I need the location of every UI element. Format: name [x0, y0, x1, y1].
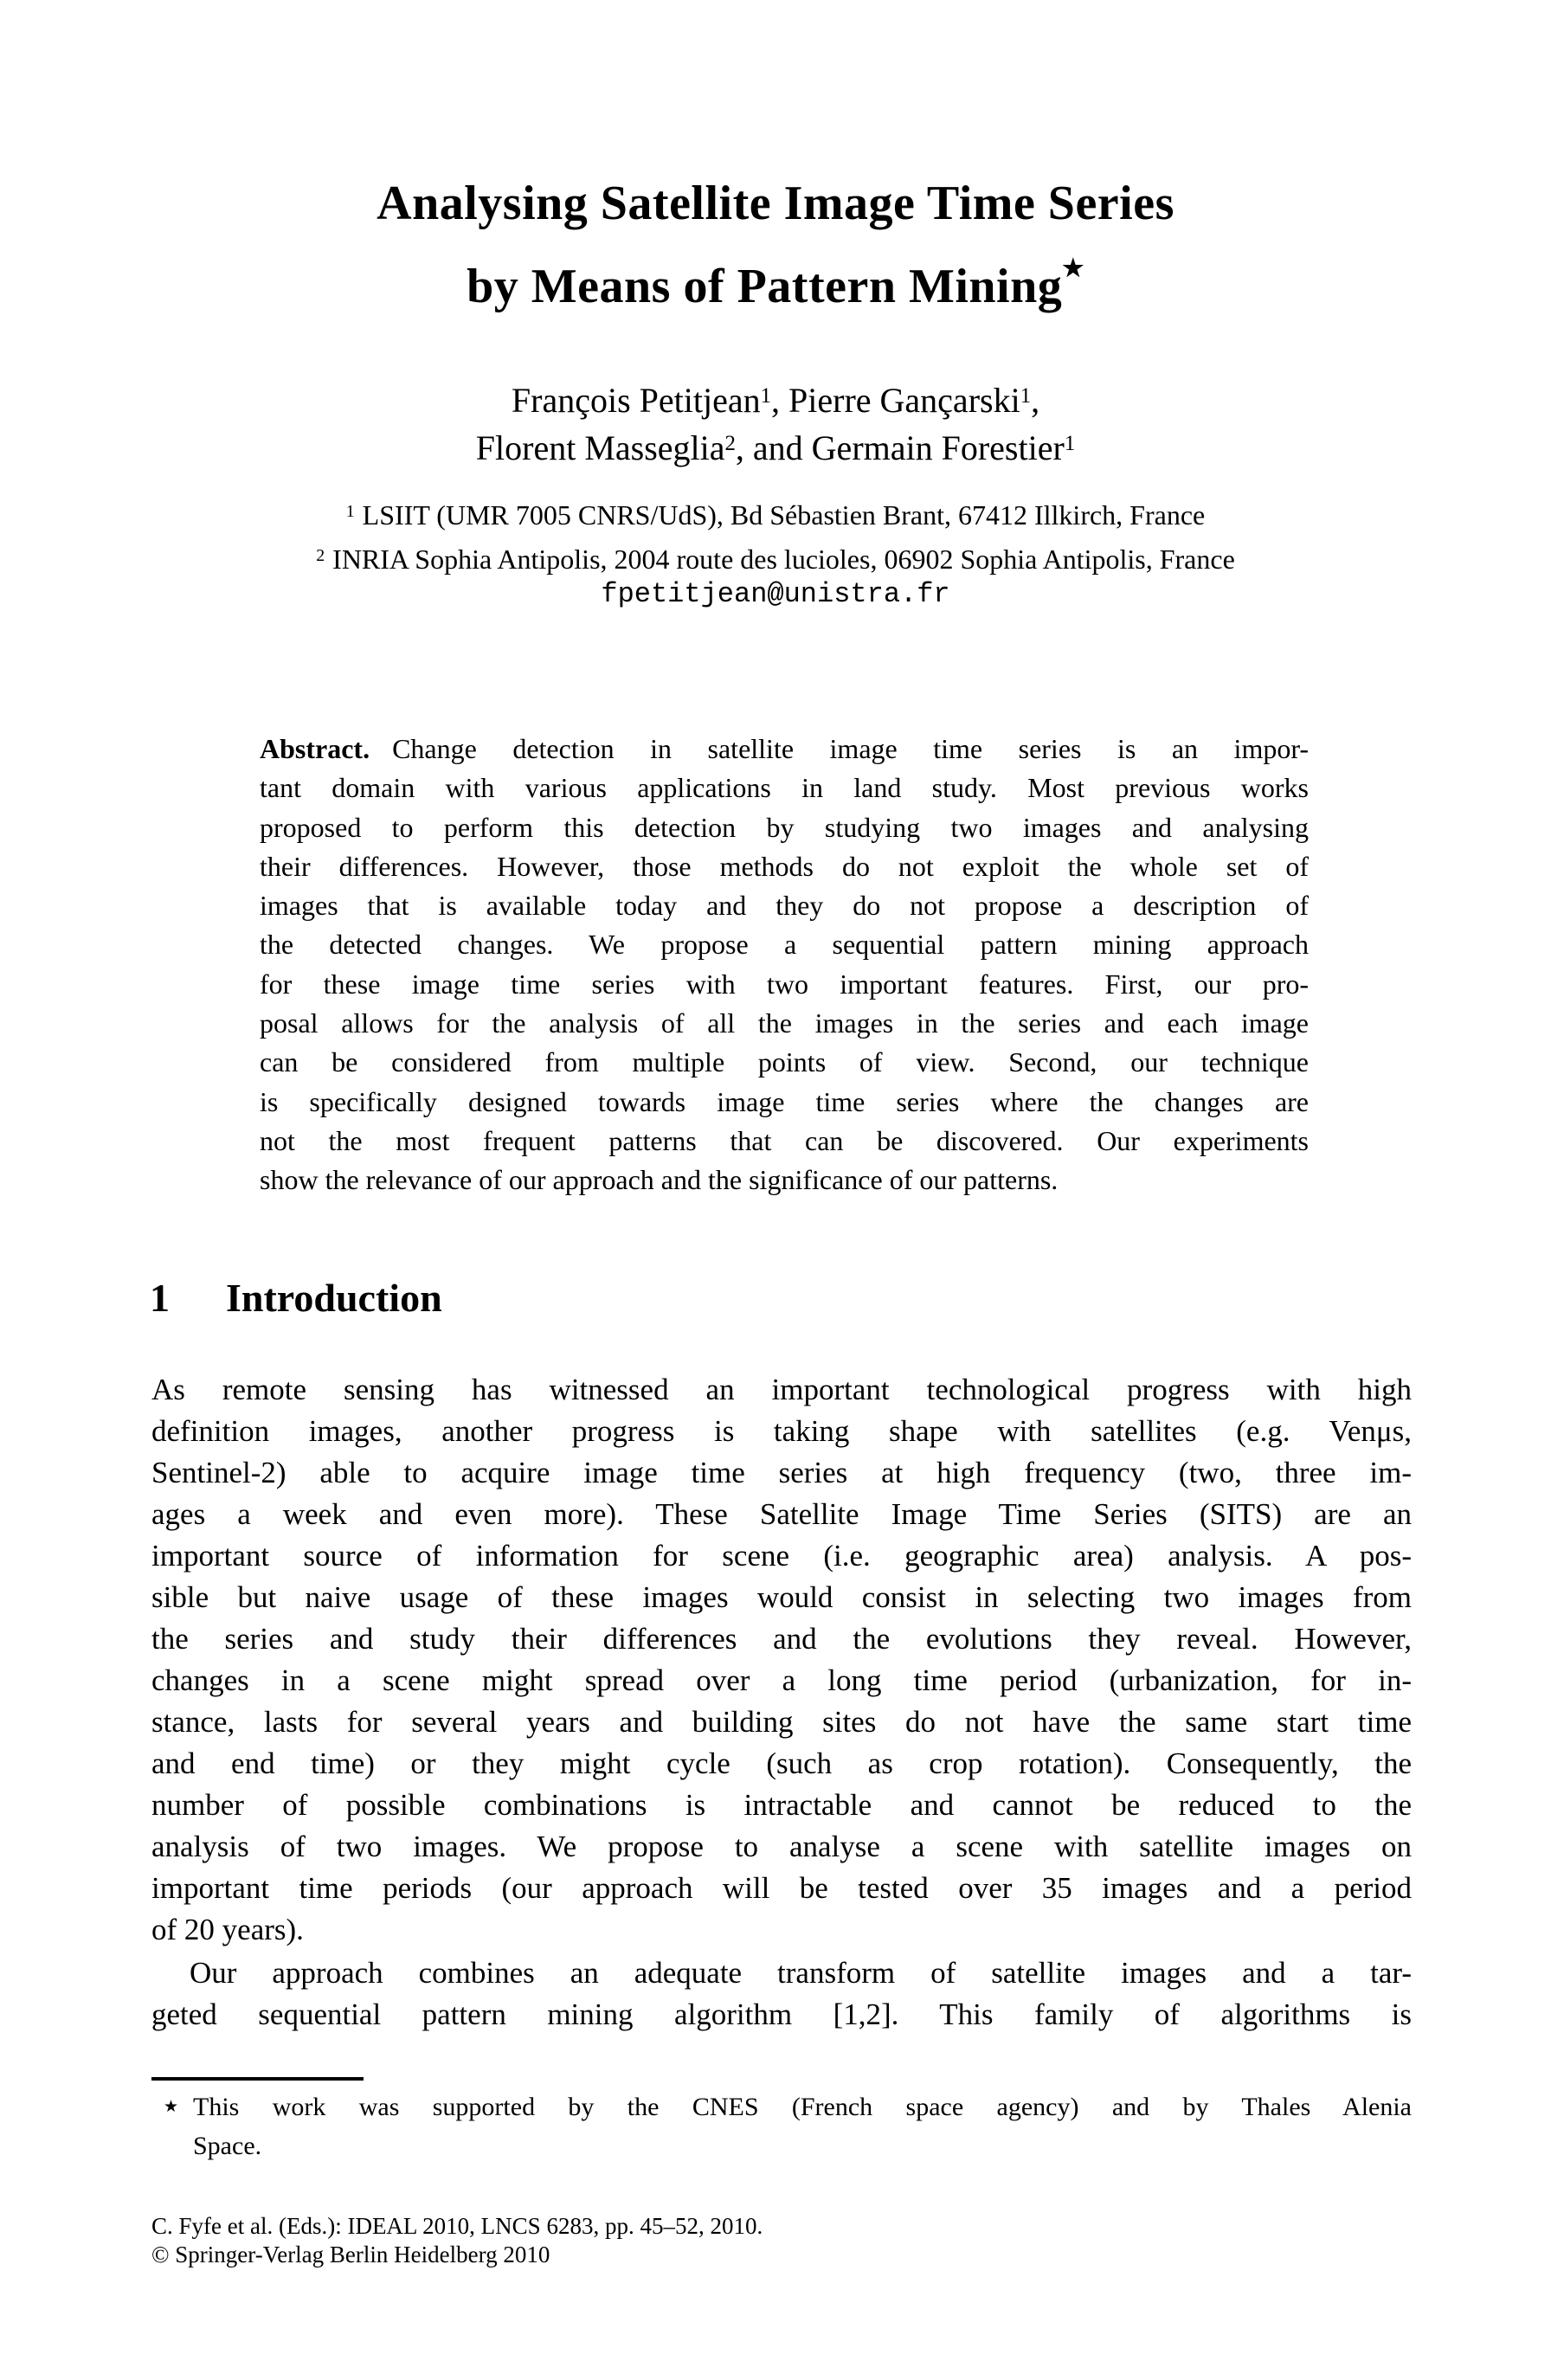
body-line: sible but naive usage of these images would consist in selecting two images from [151, 1580, 1412, 1614]
title-line-2 [0, 236, 1551, 319]
affiliation-1 [0, 492, 1551, 536]
author-affil-sup: 1 [1064, 432, 1076, 456]
affiliations-block [0, 492, 1551, 580]
footnote-text [151, 2087, 1412, 2165]
author-name: Pierre Gançarski [788, 381, 1020, 421]
abstract-line: the detected changes. We propose a sequential pattern mining approach [260, 929, 1309, 961]
paper-title [0, 171, 1551, 319]
abstract-line: not the most frequent patterns that can be discovered. Our experiments [260, 1124, 1309, 1156]
body-line: Sentinel-2) able to acquire image time series at high frequency (two, three im- [151, 1456, 1412, 1489]
body-line: the series and study their differences and the evolutions they reveal. However, [151, 1622, 1412, 1656]
abstract-line: for these image time series with two important features. First, our pro- [260, 968, 1309, 1000]
body-line: Our approach combines an adequate transform of satellite images and a tar- [190, 1956, 1412, 1990]
title-line-1 [0, 171, 1551, 236]
body-line: ages a week and even more). These Satellite Image Time Series (SITS) are an [151, 1497, 1412, 1531]
author-separator: , and [735, 428, 812, 468]
abstract-line: is specifically designed towards image time series where the changes are [260, 1085, 1309, 1117]
body-line: stance, lasts for several years and building sites do not have the same start time [151, 1705, 1412, 1739]
title-text-1: Analysing Satellite Image Time Series [376, 177, 1175, 230]
footnote-line: This work was supported by the CNES (French space agency) and by Thales Alenia [193, 2093, 1412, 2121]
footnote-rule [151, 2077, 364, 2081]
author-name: Germain Forestier [811, 428, 1065, 468]
authors-line-2 [0, 422, 1551, 470]
body-line: analysis of two images. We propose to analyse a scene with satellite images on [151, 1830, 1412, 1863]
affiliation-text: LSIIT (UMR 7005 CNRS/UdS), Bd Sébastien Brant, 67412 Illkirch, France [362, 499, 1206, 531]
section-number: 1 [150, 1276, 170, 1320]
author-affil-sup: 1 [760, 384, 772, 408]
abstract-lines [260, 769, 1309, 1200]
body-line: geted sequential pattern mining algorithm [1,2]. This family of algorithms is [151, 1997, 1412, 2031]
affiliation-2 [0, 536, 1551, 580]
abstract-line: images that is available today and they do not propose a description of [260, 890, 1309, 922]
page-footer [151, 2212, 763, 2269]
body-line: As remote sensing has witnessed an important technological progress with high [151, 1373, 1412, 1406]
author-name: François Petitjean [511, 381, 761, 421]
abstract-line: tant domain with various applications in land study. Most previous works [260, 772, 1309, 804]
abstract-line: proposed to perform this detection by studying two images and analysing [260, 811, 1309, 843]
footnote-line: Space. [193, 2132, 262, 2160]
author-name: Florent Masseglia [475, 428, 725, 468]
footnote [151, 2087, 1412, 2165]
body-line: important source of information for scene (i.e. geographic area) analysis. A pos- [151, 1539, 1412, 1573]
contact-email: fpetitjean@unistra.fr [601, 578, 950, 610]
section-title: Introduction [226, 1276, 442, 1320]
body-line: important time periods (our approach will be tested over 35 images and a period [151, 1871, 1412, 1905]
footer-copyright: © Springer-Verlag Berlin Heidelberg 2010 [151, 2242, 550, 2267]
abstract-line: posal allows for the analysis of all the images in the series and each image [260, 1007, 1309, 1039]
body-line: number of possible combinations is intractable and cannot be reduced to the [151, 1788, 1412, 1822]
body-line: of 20 years). [151, 1913, 304, 1946]
abstract [260, 730, 1309, 1200]
abstract-label: Abstract. [260, 733, 370, 764]
footnote-star-icon: ★ [164, 2098, 179, 2116]
abstract-line: show the relevance of our approach and the significance of our patterns. [260, 1164, 1059, 1196]
title-footnote-star-icon: ★ [1062, 255, 1084, 282]
affiliation-text: INRIA Sophia Antipolis, 2004 route des lucioles, 06902 Sophia Antipolis, France [332, 543, 1235, 575]
author-separator: , [771, 381, 789, 421]
authors-line-1 [0, 375, 1551, 422]
affiliation-marker: 2 [316, 545, 325, 565]
intro-paragraph-2 [151, 1952, 1412, 2036]
body-line: and end time) or they might cycle (such as crop rotation). Consequently, the [151, 1746, 1412, 1780]
footer-citation: C. Fyfe et al. (Eds.): IDEAL 2010, LNCS 6283, pp. 45–52, 2010. [151, 2213, 763, 2239]
body-line: changes in a scene might spread over a long time period (urbanization, for in- [151, 1663, 1412, 1697]
author-affil-sup: 1 [1020, 384, 1032, 408]
abstract-line: their differences. However, those methods do not exploit the whole set of [260, 850, 1309, 882]
abstract-line-text: Change detection in satellite image time series is an impor- [392, 733, 1309, 764]
body-line: definition images, another progress is taking shape with satellites (e.g. Venμs, [151, 1414, 1412, 1448]
abstract-first-line [260, 730, 1309, 769]
affiliation-marker: 1 [345, 502, 355, 521]
authors-block [0, 375, 1551, 470]
section-1-heading [150, 1276, 442, 1321]
title-text-2: by Means of Pattern Mining [467, 260, 1063, 313]
intro-paragraph-1 [151, 1369, 1412, 1951]
author-separator: , [1031, 381, 1040, 421]
abstract-line: can be considered from multiple points of view. Second, our technique [260, 1046, 1309, 1078]
author-affil-sup: 2 [724, 432, 736, 456]
